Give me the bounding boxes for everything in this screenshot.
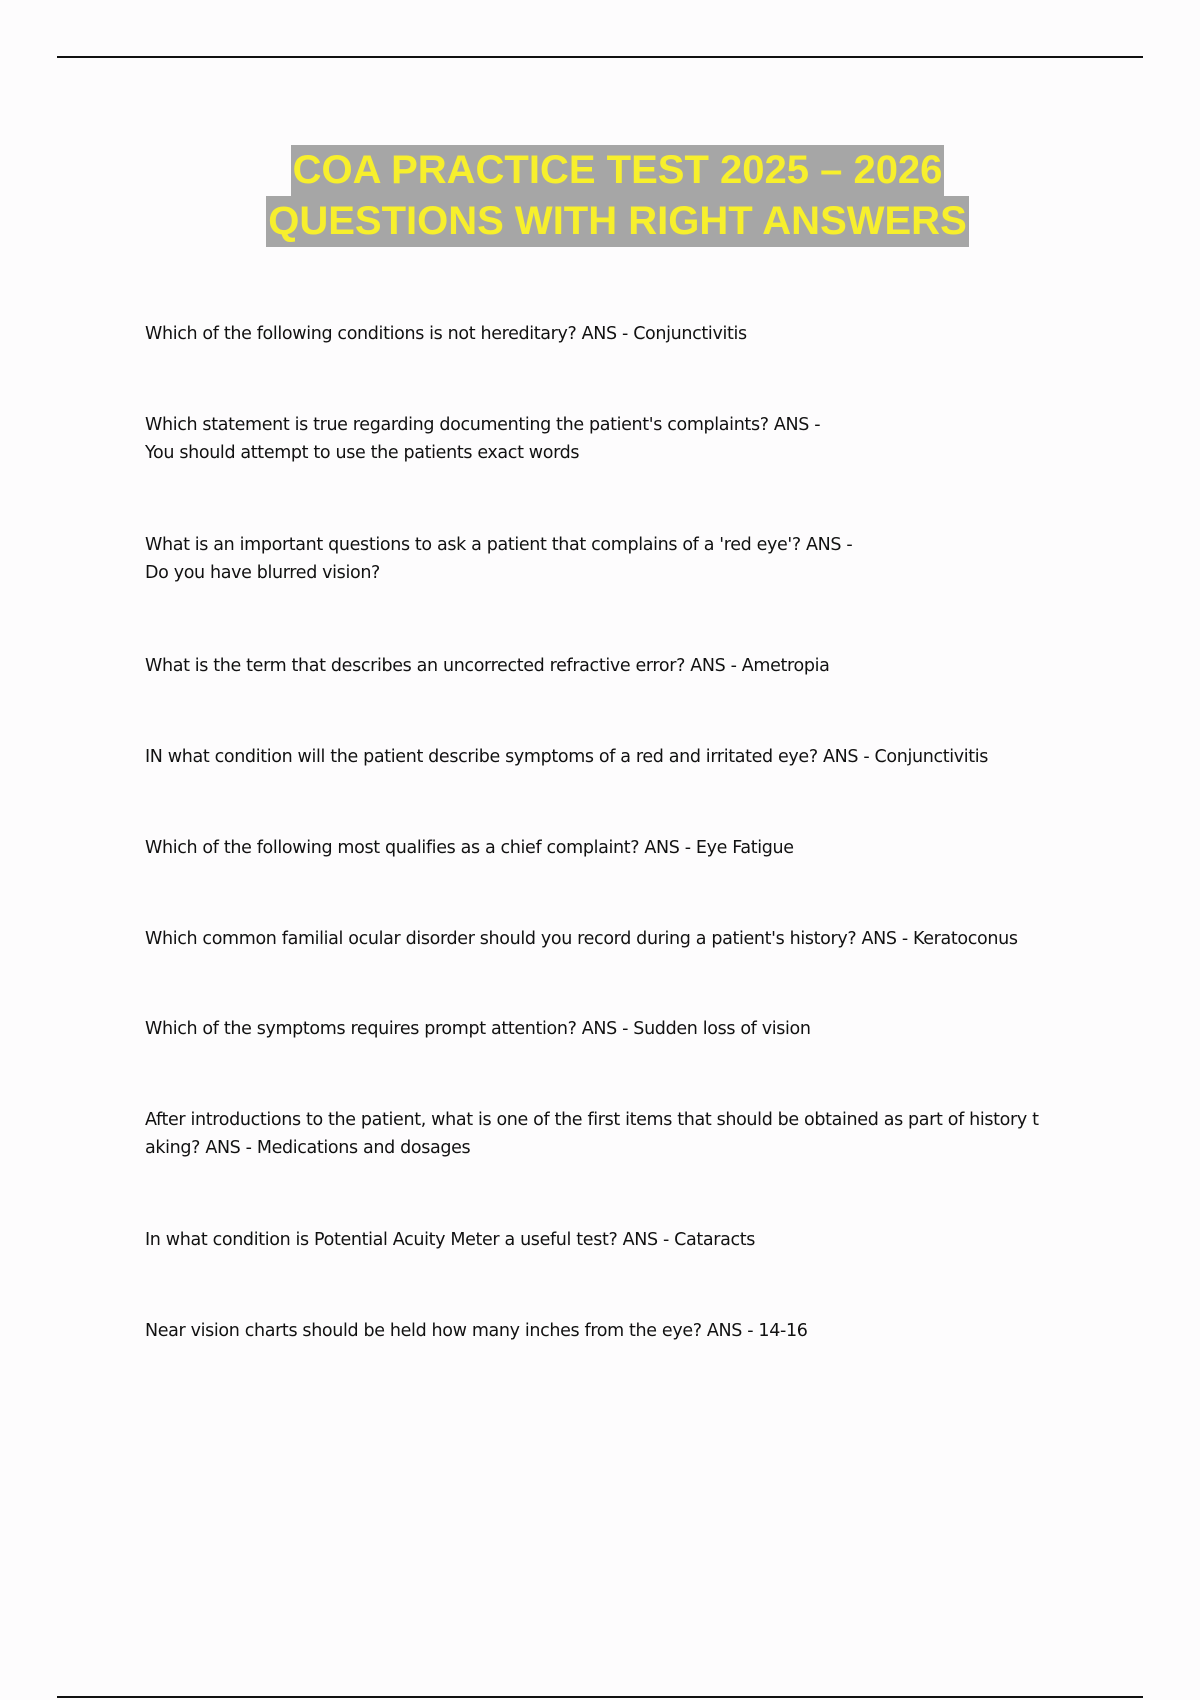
question-answer-item: What is an important questions to ask a patient that complains of a 'red eye'? ANS - Do you have blurred vision? bbox=[145, 535, 853, 583]
question-answer-item: In what condition is Potential Acuity Meter a useful test? ANS - Cataracts bbox=[145, 1230, 756, 1250]
question-answer-item: Which of the symptoms requires prompt attention? ANS - Sudden loss of vision bbox=[145, 1019, 811, 1039]
top-rule bbox=[57, 56, 1143, 58]
title-line-2: QUESTIONS WITH RIGHT ANSWERS bbox=[266, 196, 969, 247]
question-answer-item: After introductions to the patient, what is one of the first items that should be obtained as part of history t aking? ANS - Medications and dosages bbox=[145, 1110, 1039, 1158]
question-answer-item: Which common familial ocular disorder should you record during a patient's history? ANS - Keratoconus bbox=[145, 929, 1018, 949]
page-title bbox=[0, 145, 1200, 247]
question-answer-item: Which of the following most qualifies as a chief complaint? ANS - Eye Fatigue bbox=[145, 838, 794, 858]
question-answer-item: What is the term that describes an uncorrected refractive error? ANS - Ametropia bbox=[145, 656, 830, 676]
question-answer-item: Which statement is true regarding documenting the patient's complaints? ANS - You should attempt to use the patients exact words bbox=[145, 415, 821, 463]
question-answer-item: Near vision charts should be held how many inches from the eye? ANS - 14-16 bbox=[145, 1321, 808, 1341]
question-answer-item: Which of the following conditions is not hereditary? ANS - Conjunctivitis bbox=[145, 324, 747, 344]
title-line-1: COA PRACTICE TEST 2025 – 2026 bbox=[291, 145, 945, 196]
question-answer-item: IN what condition will the patient describe symptoms of a red and irritated eye? ANS - Conjunctivitis bbox=[145, 747, 989, 767]
bottom-rule bbox=[57, 1696, 1143, 1698]
